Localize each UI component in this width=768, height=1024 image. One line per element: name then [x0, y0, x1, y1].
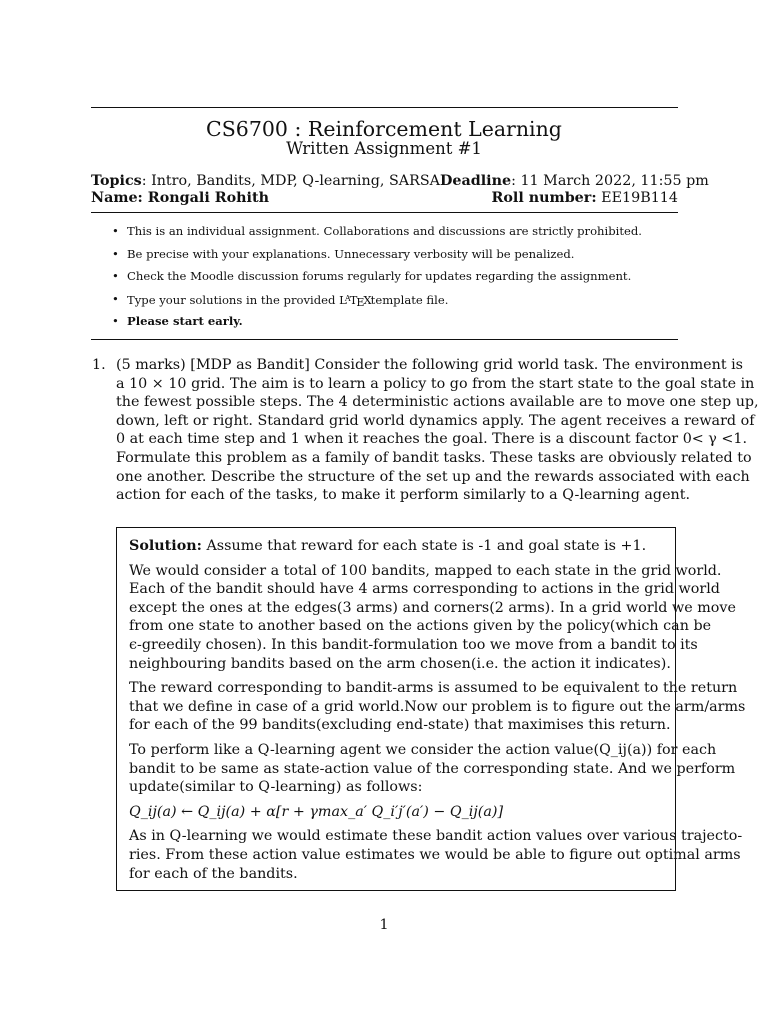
page-title: CS6700 : Reinforcement Learning [206, 117, 562, 141]
page-number: 1 [379, 917, 389, 933]
instruction-item: • Check the Moodle discussion forums regularly for updates regarding the assignment. [112, 269, 632, 284]
question-1 [92, 356, 759, 505]
roll-value: EE19B114 [596, 190, 678, 206]
deadline-label: Deadline [439, 173, 512, 189]
solution-box [116, 527, 746, 891]
instruction-item: • Type your solutions in the provided $L^AT_EXtemplate$ file. [112, 291, 449, 309]
top-rule [91, 107, 678, 108]
solution-paragraph: To perform like a Q-learning agent we consider the action value(Q_ij(a)) for each bandit to be same as state-action value of the corresponding state. And we perform update(similar to Q-learning) as follows: [129, 741, 736, 796]
student-name: Name: Rongali Rohith [91, 190, 269, 206]
solution-paragraph: The reward corresponding to bandit-arms is assumed to be equivalent to the return that we define in case of a grid world.Now our problem is to figure out the arm/arms for each of the 99 bandits(excluding end-state) that maximises this return. [129, 680, 746, 734]
topics-deadline-row [91, 172, 709, 190]
update-equation: Q_ij(a) ← Q_ij(a) + α[r + γmax_a′ Q_i′j′(a′) − Q_ij(a)] [129, 803, 504, 820]
header-rule [91, 212, 678, 213]
deadline-value: : 11 March 2022, 11:55 pm [511, 173, 709, 189]
instruction-item: • Please start early. [112, 314, 243, 329]
topics [91, 172, 440, 190]
topics-value: : Intro, Bandits, MDP, Q-learning, SARSA [141, 173, 440, 189]
solution-label: Solution: [129, 538, 202, 554]
instruction-item: • This is an individual assignment. Collaborations and discussions are strictly prohibited. [112, 224, 642, 238]
solution-text [129, 537, 746, 889]
solution-intro: Solution: Assume that reward for each state is -1 and goal state is +1. [129, 538, 647, 554]
solution-paragraph: As in Q-learning we would estimate these bandit action values over various trajecto- ries. From these action value estimates we would be able to figure out optimal arms for each of the bandits. [129, 828, 743, 882]
solution-paragraph: We would consider a total of 100 bandits, mapped to each state in the grid world. Each of the bandit should have 4 arms corresponding to actions in the grid world except the ones at the edges(3 arms) and corners(2 arms). In a grid world we move from one state to another based on the actions given by the policy(which can be ϵ-greedily chosen). In this bandit-formulation too we move from a bandit to its neighbouring bandits based on the arm chosen(i.e. the action it indicates). [129, 562, 736, 672]
instructions-rule [91, 339, 678, 340]
instruction-item: • Be precise with your explanations. Unnecessary verbosity will be penalized. [112, 246, 575, 261]
latex-logo: $L^AT_EX$ [339, 292, 371, 309]
instructions-list [108, 222, 678, 335]
roll-label: Roll number: [491, 190, 597, 206]
name-roll-row [91, 189, 678, 207]
page-subtitle: Written Assignment #1 [286, 139, 482, 158]
deadline [440, 172, 709, 190]
topics-label: Topics [91, 173, 142, 189]
question-number: 1. [92, 357, 106, 373]
roll-number [492, 189, 678, 207]
question-text: (5 marks) [MDP as Bandit] Consider the following grid world task. The environment is a 10 × 10 grid. The aim is to learn a policy to go from the start state to the goal state in the fewest possible steps. The 4 deterministic actions available are to move one step up, down, left or right. Standard grid world dynamics apply. The agent receives a reward of 0 at each time step and 1 when it reaches the goal. There is a discount factor 0< γ <1. Formulate this problem as a family of bandit tasks. These tasks are obviously related to one another. Describe the structure of the set up and the rewards associated with each action for each of the tasks, to make it perform similarly to a Q-learning agent. [116, 357, 759, 504]
